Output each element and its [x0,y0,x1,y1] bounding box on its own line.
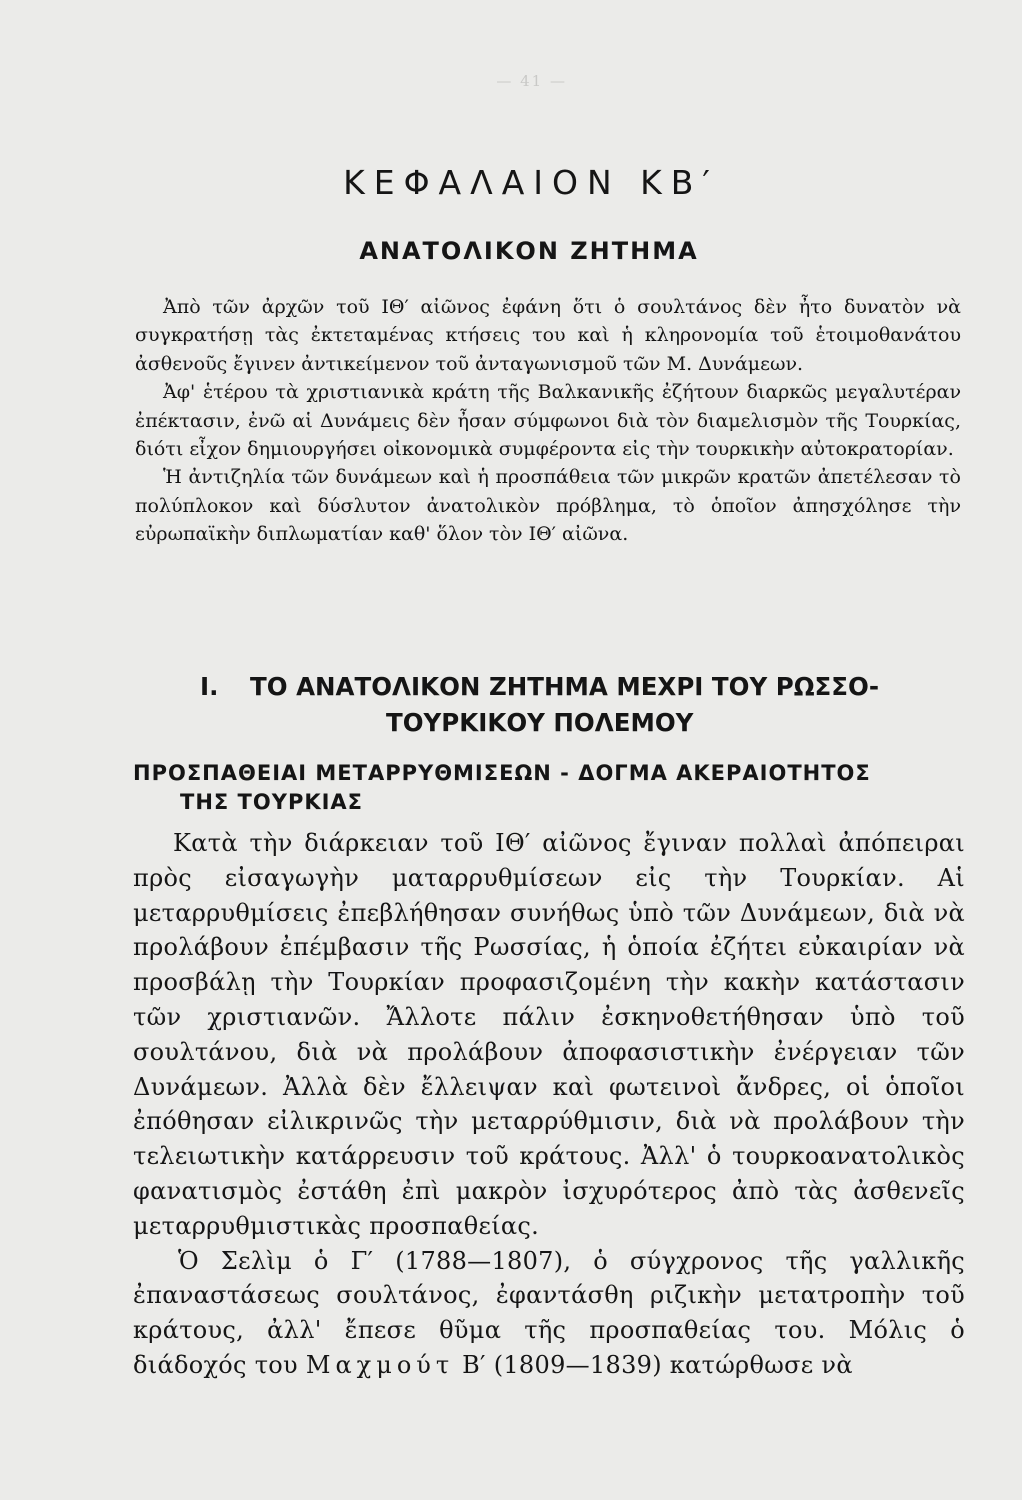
body-paragraph [133,1244,965,1383]
subsection-heading [133,759,973,817]
body-paragraph-start: Ὁ Σελὶμ ὁ Γ′ (1788—1807), ὁ σύγχρονος τῆς γαλλικῆς ἐπαναστάσεως σουλτάνος, ἐφαντάσθη ριζικὴν μετατροπὴν τοῦ κράτους, ἀλλ' ἔπεσε θῦμα τῆς προσπαθείας του. Μόλις ὁ διάδοχός του [133,1246,965,1379]
intro-paragraph: Ἀπὸ τῶν ἀρχῶν τοῦ ΙΘ′ αἰῶνος ἐφάνη ὅτι ὁ σουλτάνος δὲν ἦτο δυνατὸν νὰ συγκρατήσῃ τὰς ἐκτεταμένας κτήσεις του καὶ ἡ κληρονομία τοῦ ἑτοιμοθανάτου ἀσθενοῦς ἔγινεν ἀντικείμενον τοῦ ἀνταγωνισμοῦ τῶν Μ. Δυνάμεων. [135,296,961,375]
chapter-title: ΚΕΦΑΛΑΙΟΝ ΚΒ′ [343,163,719,202]
body-paragraph-end: Β′ (1809—1839) κατώρθωσε νὰ [462,1350,853,1379]
subsection-heading-line2: ΤΗΣ ΤΟΥΡΚΙΑΣ [180,790,364,814]
chapter-subtitle: ΑΝΑΤΟΛΙΚΟΝ ΖΗΤΗΜΑ [359,237,699,265]
body-text [133,826,965,1383]
section-heading-line2: ΤΟΥΡΚΙΚΟΥ ΠΟΛΕΜΟΥ [386,708,694,737]
body-paragraph: Κατὰ τὴν διάρκειαν τοῦ ΙΘ′ αἰῶνος ἔγιναν πολλαὶ ἀπόπειραι πρὸς εἰσαγωγὴν ματαρρυθμίσεων εἰς τὴν Τουρκίαν. Αἱ μεταρρυθμίσεις ἐπεβλήθησαν συνήθως ὑπὸ τῶν Δυνάμεων, διὰ νὰ προλάβουν ἐπέμβασιν τῆς Ρωσσίας, ἡ ὁποία ἐζήτει εὐκαιρίαν νὰ προσβάλῃ τὴν Τουρκίαν προφασιζομένη τὴν κακὴν κατάστασιν τῶν χριστιανῶν. Ἄλλοτε πάλιν ἐσκηνοθετήθησαν ὑπὸ τοῦ σουλτάνου, διὰ νὰ προλάβουν ἀποφασιστικὴν ἐνέργειαν τῶν Δυνάμεων. Ἀλλὰ δὲν ἔλλειψαν καὶ φωτεινοὶ ἄνδρες, οἱ ὁποῖοι ἐπόθησαν εἰλικρινῶς τὴν μεταρρύθμισιν, διὰ νὰ προλάβουν τὴν τελειωτικὴν κατάρρευσιν τοῦ κράτους. Ἀλλ' ὁ τουρκοανατολικὸς φανατισμὸς ἐστάθη ἐπὶ μακρὸν ἰσχυρότερος ἀπὸ τὰς ἀσθενεῖς μεταρρυθμιστικὰς προσπαθείας. [133,829,965,1240]
bleed-through-page-number: — 41 — [496,72,567,90]
intro-paragraph: Ἡ ἀντιζηλία τῶν δυνάμεων καὶ ἡ προσπάθεια τῶν μικρῶν κρατῶν ἀπετέλεσαν τὸ πολύπλοκον καὶ δύσλυτον ἀνατολικὸν πρόβλημα, τὸ ὁποῖον ἀπησχόλησε τὴν εὐρωπαϊκὴν διπλωματίαν καθ' ὅλον τὸν ΙΘ′ αἰῶνα. [135,466,961,546]
section-heading [200,669,920,741]
section-number: I. [200,672,219,701]
subsection-heading-line1: ΠΡΟΣΠΑΘΕΙΑΙ ΜΕΤΑΡΡΥΘΜΙΣΕΩΝ - ΔΟΓΜΑ ΑΚΕΡΑΙΟΤΗΤΟΣ [133,761,871,785]
intro-paragraph: Ἀφ' ἑτέρου τὰ χριστιανικὰ κράτη τῆς Βαλκανικῆς ἐζήτουν διαρκῶς μεγαλυτέραν ἐπέκτασιν, ἐνῶ αἱ Δυνάμεις δὲν ἦσαν σύμφωνοι διὰ τὸν διαμελισμὸν τῆς Τουρκίας, διότι εἶχον δημιουργήσει οἰκονομικὰ συμφέροντα εἰς τὴν τουρκικὴν αὐτοκρατορίαν. [135,381,961,461]
intro-text [135,293,961,549]
sultan-name: Μαχμούτ [305,1350,455,1379]
section-heading-line1: ΤΟ ΑΝΑΤΟΛΙΚΟΝ ΖΗΤΗΜΑ ΜΕΧΡΙ ΤΟΥ ΡΩΣΣΟ- [250,672,879,701]
